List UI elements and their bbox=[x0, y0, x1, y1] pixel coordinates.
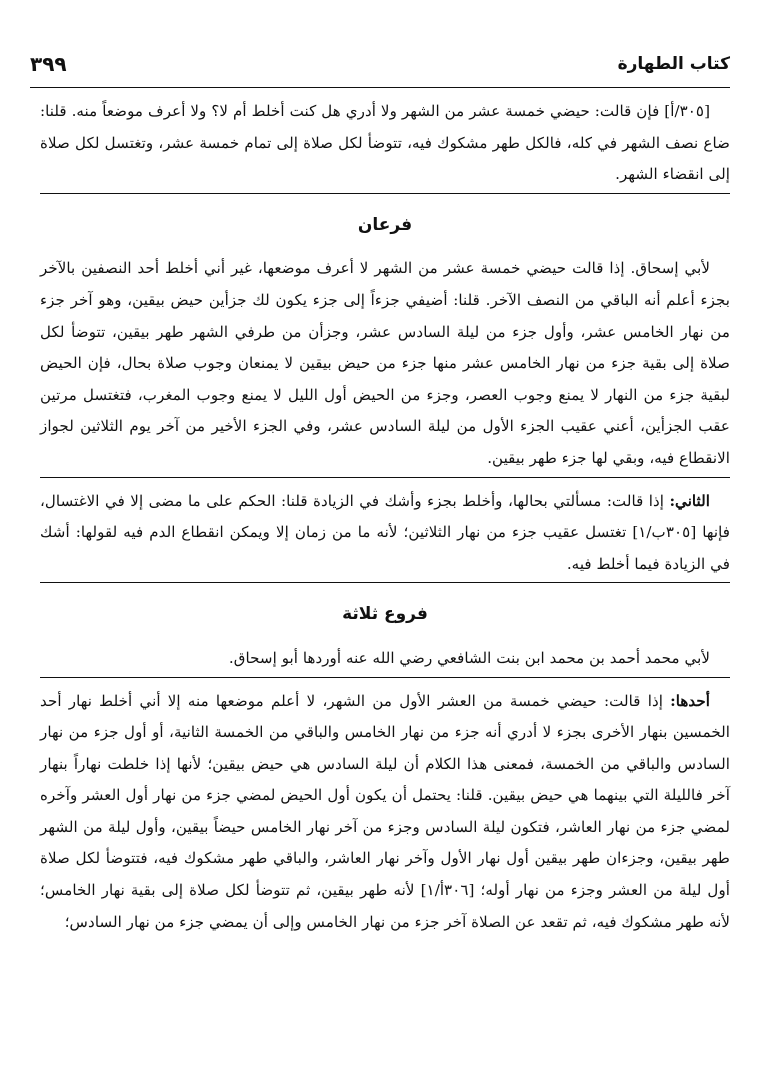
paragraph-lead: أحدها: bbox=[670, 691, 710, 710]
page-number: ٣٩٩ bbox=[30, 52, 67, 76]
header-rule bbox=[30, 87, 730, 88]
paragraph-text: إذا قالت: حيضي خمسة من العشر الأول من الشهر، لا أعلم موضعها منه إلا أني أخلط نهار أحد الخمسين بنهار الأخرى بجزء لا أدري أنه جزء من نهار الخامس والباقي من الخمسة الثانية، أو أول جزء من نهار السادس والباقي من الخمسة، فمعنى هذا الكلام أن ليلة السادس هي حيض بيقين؛ لأنها إذا خلطت نهاراً بنهار آخر فالليلة التي بينهما هي حيض بيقين. قلنا: يحتمل أن يكون أول الحيض لمضي جزء من نهار أول العشر وآخره لمضي جزء من نهار العاشر، فتكون ليلة السادس وجزء من آخر نهار الخامس حيضاً بيقين، وأول ليلة من الشهر طهر بيقين، وجزءان طهر بيقين أول نهار الأول وآخر نهار العاشر، والباقي طهر مشكوك فيه، فتتوضأ لكل صلاة أول ليلة من العشر وجزء من نهار أوله؛ [٣٠٦أ/١] لأنه طهر بيقين، ثم تتوضأ لكل صلاة إلى بقية نهار الخامس؛ لأنه طهر مشكوك فيه، ثم تقعد عن الصلاة آخر جزء من نهار الخامس وإلى أن يمضي جزء من نهار السادس؛ bbox=[40, 691, 730, 931]
paragraph bbox=[40, 486, 730, 584]
book-title: كتاب الطهارة bbox=[617, 54, 730, 74]
paragraph-lead: الثاني: bbox=[669, 491, 710, 510]
paragraph: لأبي إسحاق. إذا قالت حيضي خمسة عشر من الشهر لا أعرف موضعها، غير أني أخلط أحد النصفين بالآخر بجزء أعلم أنه الباقي من النصف الآخر. قلنا: أضيفي جزءاً إلى جزء يكون لك جزأين حيض بيقين، وهو آخر جزء من نهار الخامس عشر، وأول جزء من ليلة السادس عشر، وجزأن من طرفي الشهر طهر بيقين، تتوضأ لكل صلاة إلى بقية جزء من نهار الخامس عشر منها جزء من حيض بيقين لا يمنعان وجوب صلاة بحال، فإن الحيض لبقية جزء من النهار لا يمنع وجوب العصر، وجزء من الحيض أول الليل لا يمنع وجوب المغرب، فتغتسل مرتين عقب الجزأين، أعني عقيب الجزء الأول من ليلة السادس عشر، وفي الجزء الأخير من آخر يوم الثلاثين لجواز الانقطاع فيه، وبقي لها جزء طهر بيقين. bbox=[40, 253, 730, 477]
section-heading: فرعان bbox=[357, 214, 413, 235]
paragraph: [٣٠٥/أ] فإن قالت: حيضي خمسة عشر من الشهر ولا أدري هل كنت أخلط أم لا؟ ولا أعرف موضعاً منه. قلنا: ضاع نصف الشهر في كله، فالكل طهر مشكوك فيه، تتوضأ لكل صلاة إلى تمام خمسة عشر، وتغتسل لكل صلاة إلى انقضاء الشهر. bbox=[40, 96, 730, 194]
page-header bbox=[30, 52, 730, 82]
paragraph bbox=[40, 686, 730, 939]
paragraph-text: إذا قالت: مسألتي بحالها، وأخلط بجزء وأشك في الزيادة قلنا: الحكم على ما مضى إلا في الاغتسال، فإنها [٣٠٥ب/١] تغتسل عقيب جزء من نهار الثلاثين؛ لأنه ما من زمان إلا ويمكن انقطاع الدم فيه لقولها: أشك في الزيادة فيما أخلط فيه. bbox=[40, 491, 730, 573]
page-body bbox=[40, 96, 730, 938]
section-heading: فروع ثلاثة bbox=[342, 604, 428, 625]
paragraph: لأبي محمد أحمد بن محمد ابن بنت الشافعي رضي الله عنه أوردها أبو إسحاق. bbox=[40, 643, 730, 678]
